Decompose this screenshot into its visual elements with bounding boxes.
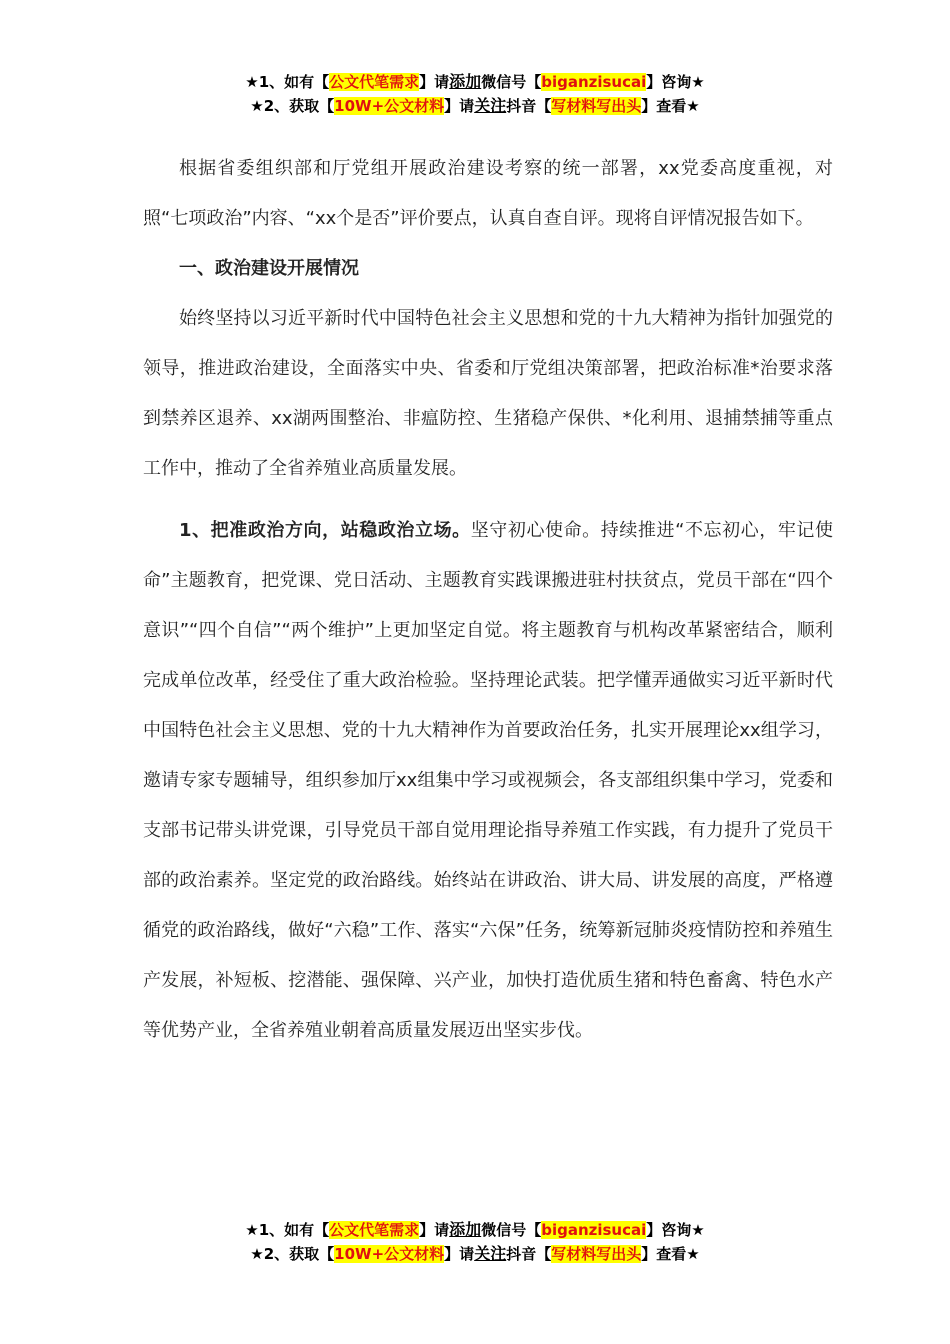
banner-line-2: ★2、获取【10W+公文材料】请关注抖音【写材料写出头】查看★ bbox=[250, 1244, 700, 1263]
underlined-follow: 关注 bbox=[474, 96, 507, 115]
item-1-lead: 1、把准政治方向，站稳政治立场。 bbox=[179, 520, 471, 541]
star-icon: ★ bbox=[250, 1245, 264, 1263]
highlight-service: 公文代笔需求 bbox=[329, 73, 420, 91]
highlight-wechat-id: biganzisucai bbox=[541, 1221, 647, 1239]
underlined-add: 添加 bbox=[449, 1220, 482, 1239]
star-icon: ★ bbox=[686, 1245, 700, 1263]
item-1-paragraph bbox=[143, 506, 833, 1056]
footer-banner bbox=[0, 1218, 950, 1266]
star-icon: ★ bbox=[245, 1221, 259, 1239]
highlight-wechat-id: biganzisucai bbox=[541, 73, 647, 91]
section-paragraph: 始终坚持以习近平新时代中国特色社会主义思想和党的十九大精神为指针加强党的领导，推进政治建设，全面落实中央、省委和厅党组决策部署，把政治标准*治要求落到禁养区退养、xx湖两围整治、非瘟防控、生猪稳产保供、*化利用、退捕禁捕等重点工作中，推动了全省养殖业高质量发展。 bbox=[143, 308, 833, 479]
banner-line-2: ★2、获取【10W+公文材料】请关注抖音【写材料写出头】查看★ bbox=[250, 96, 700, 115]
section-heading: 一、政治建设开展情况 bbox=[179, 258, 359, 279]
header-banner bbox=[0, 70, 950, 118]
highlight-douyin-account: 写材料写出头 bbox=[551, 97, 642, 115]
highlight-materials: 10W+公文材料 bbox=[334, 97, 445, 115]
banner-line-1: ★1、如有【公文代笔需求】请添加微信号【biganzisucai】咨询★ bbox=[245, 72, 705, 91]
banner-line-1: ★1、如有【公文代笔需求】请添加微信号【biganzisucai】咨询★ bbox=[245, 1220, 705, 1239]
highlight-materials: 10W+公文材料 bbox=[334, 1245, 445, 1263]
highlight-service: 公文代笔需求 bbox=[329, 1221, 420, 1239]
star-icon: ★ bbox=[686, 97, 700, 115]
star-icon: ★ bbox=[691, 73, 705, 91]
highlight-douyin-account: 写材料写出头 bbox=[551, 1245, 642, 1263]
star-icon: ★ bbox=[250, 97, 264, 115]
star-icon: ★ bbox=[245, 73, 259, 91]
intro-paragraph: 根据省委组织部和厅党组开展政治建设考察的统一部署，xx党委高度重视，对照“七项政治”内容、“xx个是否”评价要点，认真自查自评。现将自评情况报告如下。 bbox=[143, 158, 833, 229]
underlined-follow: 关注 bbox=[474, 1244, 507, 1263]
document-body bbox=[143, 144, 833, 1056]
item-1-body: 坚守初心使命。持续推进“不忘初心，牢记使命”主题教育，把党课、党日活动、主题教育实践课搬进驻村扶贫点，党员干部在“四个意识”“四个自信”“两个维护”上更加坚定自觉。将主题教育与机构改革紧密结合，顺利完成单位改革，经受住了重大政治检验。坚持理论武装。把学懂弄通做实习近平新时代中国特色社会主义思想、党的十九大精神作为首要政治任务，扎实开展理论xx组学习，邀请专家专题辅导，组织参加厅xx组集中学习或视频会，各支部组织集中学习，党委和支部书记带头讲党课，引导党员干部自觉用理论指导养殖工作实践，有力提升了党员干部的政治素养。坚定党的政治路线。始终站在讲政治、讲大局、讲发展的高度，严格遵循党的政治路线，做好“六稳”工作、落实“六保”任务，统筹新冠肺炎疫情防控和养殖生产发展，补短板、挖潜能、强保障、兴产业，加快打造优质生猪和特色畜禽、特色水产等优势产业，全省养殖业朝着高质量发展迈出坚实步伐。 bbox=[143, 520, 834, 1041]
star-icon: ★ bbox=[691, 1221, 705, 1239]
underlined-add: 添加 bbox=[449, 72, 482, 91]
